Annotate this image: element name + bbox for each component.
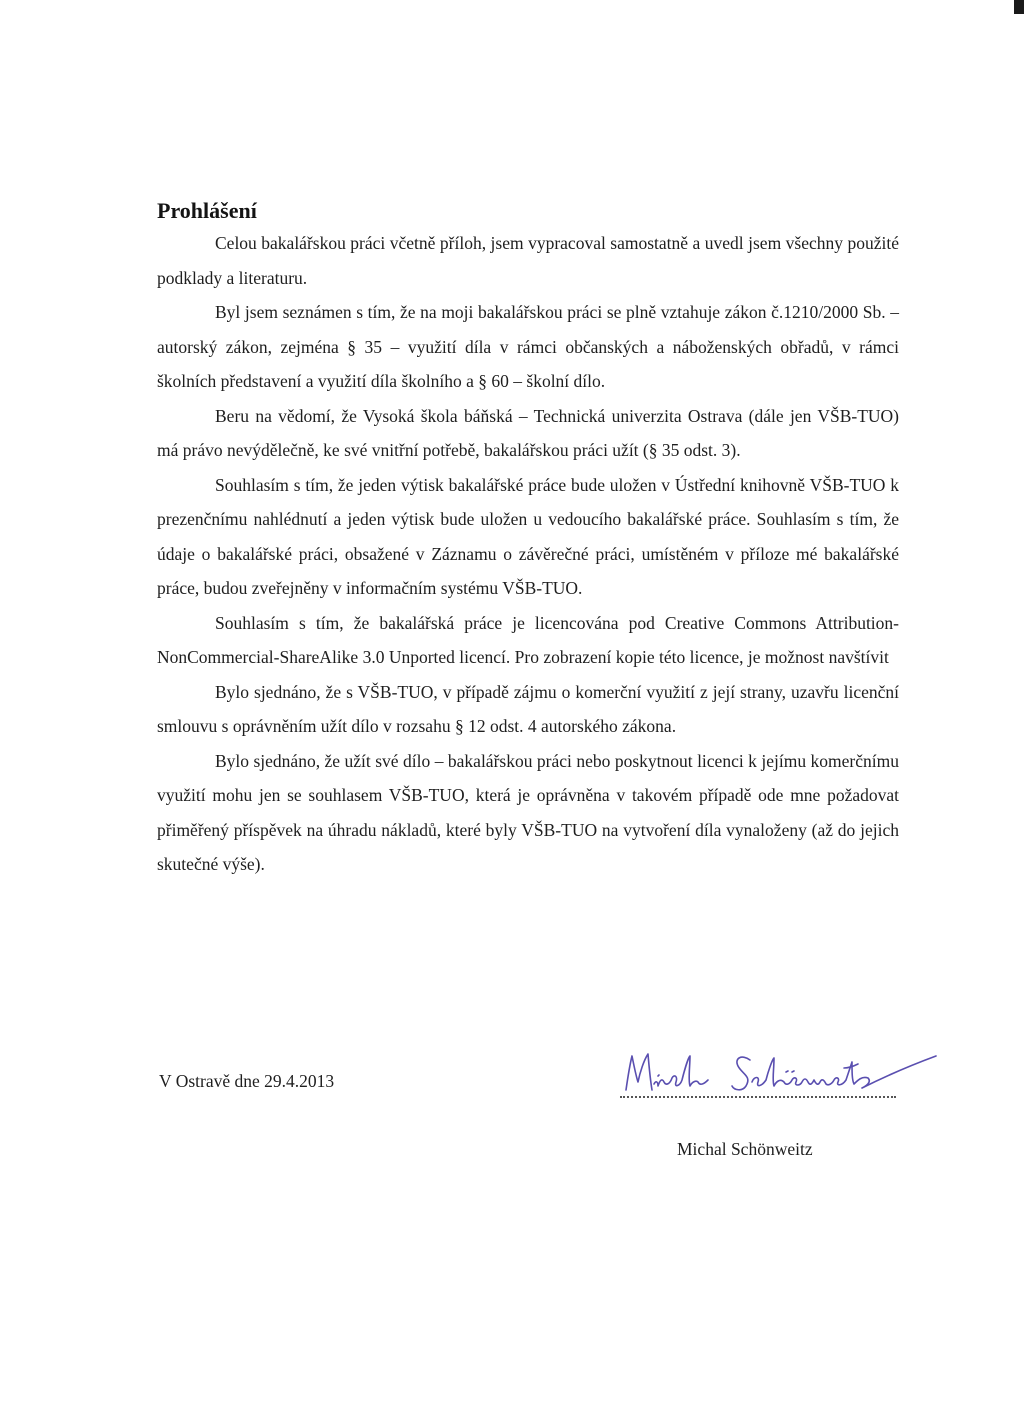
page-title: Prohlášení [157,198,257,223]
paragraph-1: Celou bakalářskou práci včetně příloh, jsem vypracoval samostatně a uvedl jsem všechny použité podklady a literaturu. [157,233,899,288]
declaration-body [157,196,899,882]
paragraph-6: Bylo sjednáno, že s VŠB-TUO, v případě zájmu o komerční využití z její strany, uzavřu licenční smlouvu s oprávněním užít dílo v rozsahu § 12 odst. 4 autorského zákona. [157,681,899,736]
paragraph-4: Souhlasím s tím, že jeden výtisk bakalářské práce bude uložen v Ústřední knihovně VŠB-TUO k prezenčnímu nahlédnutí a jeden výtisk bude uložen u vedoucího bakalářské práce. Souhlasím s tím, že údaje o bakalářské práci, obsažené v Záznamu o závěrečné práci, umístěném v příloze mé bakalářské práce, budou zveřejněny v informačním systému VŠB-TUO. [157,474,899,598]
paragraph-7: Bylo sjednáno, že užít své dílo – bakalářskou práci nebo poskytnout licenci k jejímu komerčnímu využití mohu jen se souhlasem VŠB-TUO, která je oprávněna v takovém případě ode mne požadovat přiměřený příspěvek na úhradu nákladů, které byly VŠB-TUO na vytvoření díla vynaloženy (až do jejich skutečné výše). [157,750,899,874]
paragraph-2: Byl jsem seznámen s tím, že na moji bakalářskou práci se plně vztahuje zákon č.1210/2000 Sb. – autorský zákon, zejména § 35 – využití díla v rámci občanských a náboženských obřadů, v rámci školních představení a využití díla školního a § 60 – školní dílo. [157,302,899,391]
scan-corner-mark [1014,0,1024,14]
handwritten-signature [618,1046,948,1106]
paragraph-5: Souhlasím s tím, že bakalářská práce je licencována pod Creative Commons Attribution-NonCommercial-ShareAlike 3.0 Unported licencí. Pro zobrazení kopie této licence, je možnost navštívit [157,612,899,667]
paragraph-3: Beru na vědomí, že Vysoká škola báňská – Technická univerzita Ostrava (dále jen VŠB-TUO) má právo nevýdělečně, ke své vnitřní potřebě, bakalářskou práci užít (§ 35 odst. 3). [157,405,899,460]
place-and-date: V Ostravě dne 29.4.2013 [159,1071,335,1091]
signer-name: Michal Schönweitz [677,1139,813,1159]
